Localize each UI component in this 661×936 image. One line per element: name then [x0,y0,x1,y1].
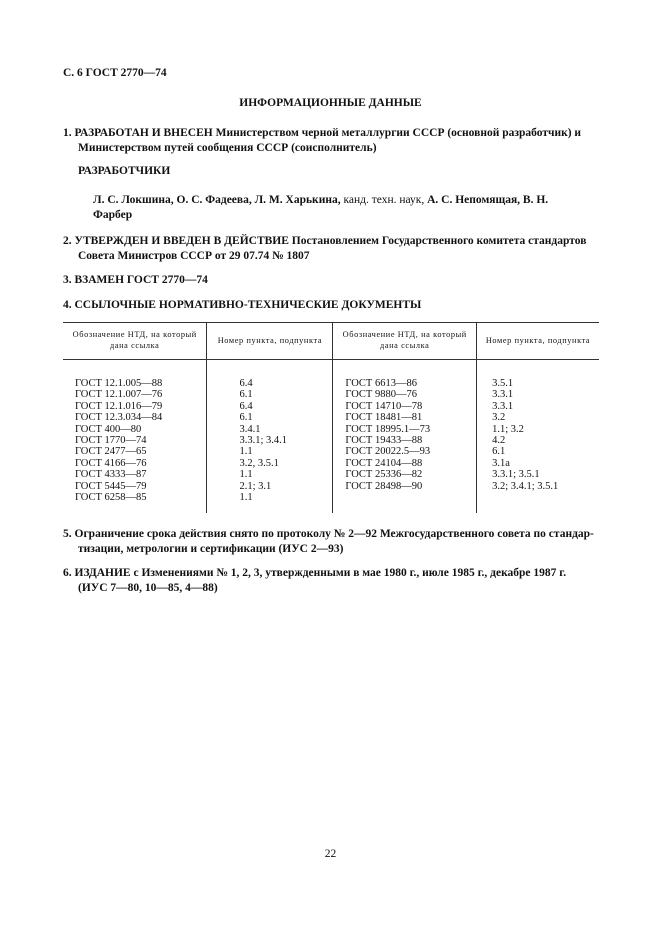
doc-left: ГОСТ 12.1.016—79 [75,400,163,412]
developers-names-3: Фарбер [93,209,133,221]
clause-left: 1.1 [239,492,253,504]
clauses-left-column [207,360,333,514]
doc-right: ГОСТ 18995.1—73 [345,423,431,435]
clause-left: 1.1 [239,469,253,481]
item-replaces: 3. ВЗАМЕН ГОСТ 2770—74 [63,274,208,286]
clause-left: 6.1 [239,412,253,424]
doc-right: ГОСТ 18481—81 [345,412,423,424]
clause-right: 3.3.1; 3.5.1 [492,469,540,481]
clause-left: 3.3.1; 3.4.1 [239,435,287,447]
item-term-limit-line1: 5. Ограничение срока действия снято по протоколу № 2—92 Межгосударственного совета по стандар- [63,528,594,540]
clause-left: 2.1; 3.1 [239,480,272,492]
docs-left-column [63,360,207,514]
clause-right: 3.1а [492,457,510,469]
developers-heading: РАЗРАБОТЧИКИ [78,165,171,177]
clause-right: 3.5.1 [492,378,514,389]
developers-names-1: Л. С. Локшина, О. С. Фадеева, Л. М. Харькина, [93,194,341,206]
doc-left: ГОСТ 2477—65 [75,446,147,458]
doc-left: ГОСТ 12.1.005—88 [75,378,163,389]
developers-list [93,193,600,223]
doc-right: ГОСТ 9880—76 [345,389,417,401]
item-term-limit-line2: тизации, метрологии и сертификации (ИУС 2—93) [78,543,344,555]
clause-right: 3.2 [492,412,506,424]
clause-right: 6.1 [492,446,506,458]
doc-left: ГОСТ 4166—76 [75,457,147,469]
clause-left: 1.1 [239,446,253,458]
clause-right: 3.3.1 [492,400,514,412]
item-term-limit [63,527,601,557]
item-approved-line1: 2. УТВЕРЖДЕН И ВВЕДЕН В ДЕЙСТВИЕ Постановлением Государственного комитета стандартов [63,235,587,247]
item-edition-line1: 6. ИЗДАНИЕ с Изменениями № 1, 2, 3, утвержденными в мае 1980 г., июле 1985 г., декабре 1987 г. [63,567,567,579]
table-body-row [63,360,599,514]
docs-right-column [333,360,477,514]
doc-left: ГОСТ 1770—74 [75,435,147,447]
clause-left: 6.1 [239,389,253,401]
references-table [63,322,599,513]
developers-line1 [93,193,600,208]
header-doc-right: Обозначение НТД, на который дана ссылка [333,323,477,360]
doc-right: ГОСТ 28498—90 [345,480,423,492]
page-number: 22 [324,848,337,860]
header-clause-left: Номер пункта, подпункта [207,323,333,360]
page-header: С. 6 ГОСТ 2770—74 [63,67,167,79]
clause-right: 3.3.1 [492,389,514,401]
clause-right: 4.2 [492,435,506,447]
doc-left: ГОСТ 5445—79 [75,480,147,492]
doc-left: ГОСТ 4333—87 [75,469,147,481]
item-developed-by-line2: Министерством путей сообщения СССР (соисполнитель) [78,142,377,154]
clause-left: 6.4 [239,400,253,412]
item-approved-line2: Совета Министров СССР от 29 07.74 № 1807 [78,250,310,262]
clause-left: 3.2, 3.5.1 [239,457,279,469]
item-edition-line2: (ИУС 7—80, 10—85, 4—88) [78,582,218,594]
doc-left: ГОСТ 12.3.034—84 [75,412,163,424]
developers-degree: канд. техн. наук, [340,194,428,206]
developers-names-2: А. С. Непомящая, В. Н. [427,194,549,206]
doc-right: ГОСТ 6613—86 [345,378,417,389]
doc-right: ГОСТ 19433—88 [345,435,423,447]
item-edition [63,566,601,596]
doc-left: ГОСТ 6258—85 [75,492,147,504]
header-doc-left: Обозначение НТД, на который дана ссылка [63,323,207,360]
table-header-row [63,323,599,360]
header-clause-right: Номер пункта, подпункта [477,323,599,360]
item-references: 4. ССЫЛОЧНЫЕ НОРМАТИВНО-ТЕХНИЧЕСКИЕ ДОКУМЕНТЫ [63,299,422,311]
doc-right: ГОСТ 25336—82 [345,469,423,481]
doc-right: ГОСТ 20022.5—93 [345,446,431,458]
clause-right: 3.2; 3.4.1; 3.5.1 [492,480,559,492]
clauses-right-column [477,360,599,514]
doc-right: ГОСТ 24104—88 [345,457,423,469]
item-approved [63,234,601,264]
item-developed-by-line1: 1. РАЗРАБОТАН И ВНЕСЕН Министерством черной металлургии СССР (основной разработчик) и [63,127,582,139]
clause-right: 1.1; 3.2 [492,423,524,435]
doc-right: ГОСТ 14710—78 [345,400,423,412]
doc-left: ГОСТ 12.1.007—76 [75,389,163,401]
doc-left: ГОСТ 400—80 [75,423,142,435]
clause-left: 3.4.1 [239,423,261,435]
item-developed-by [63,126,601,156]
section-title: ИНФОРМАЦИОННЫЕ ДАННЫЕ [239,97,422,109]
clause-left: 6.4 [239,378,253,389]
